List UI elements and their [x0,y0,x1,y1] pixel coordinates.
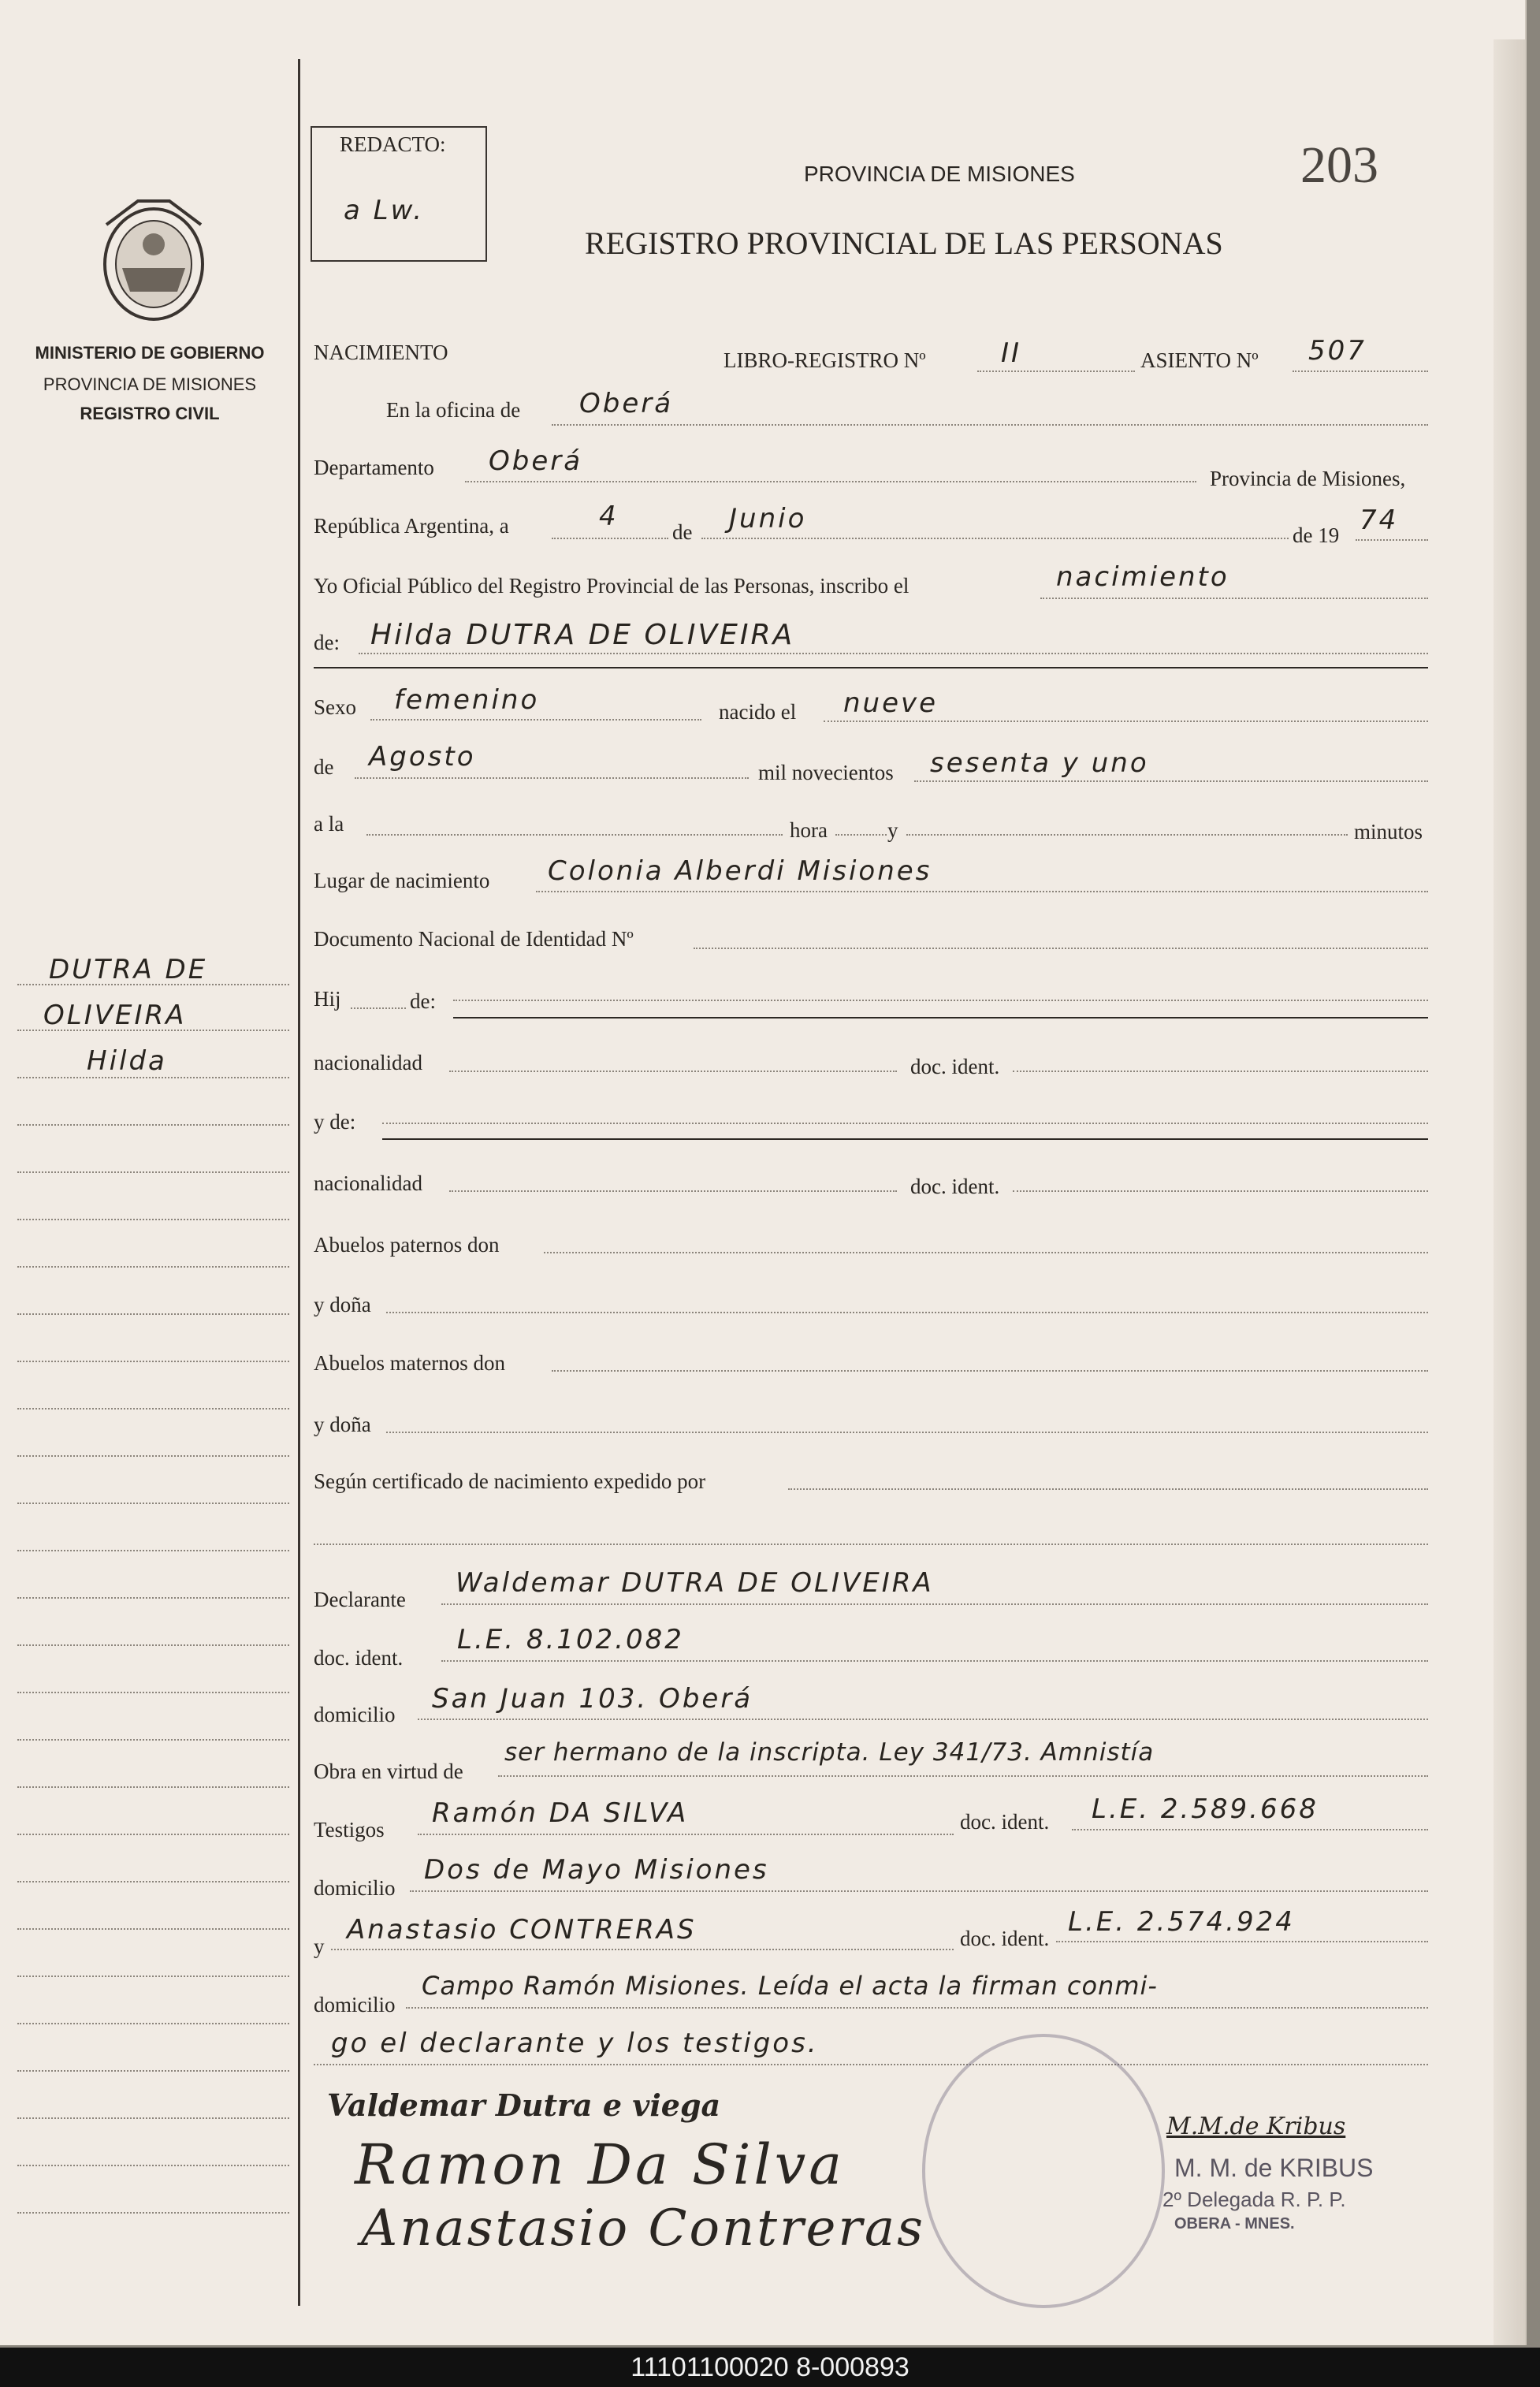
declarante-signature: Valdemar Dutra e viega [327,2087,721,2123]
hij-label: Hij [314,987,341,1011]
witness2-signature: Anastasio Contreras [361,2199,925,2258]
ministry-title: MINISTERIO DE GOBIERNO [35,343,265,363]
day-value: 4 [599,501,619,532]
inscribo-value: nacimiento [1056,561,1229,593]
declarante-label: Declarante [314,1588,406,1611]
nacido-value: nueve [843,687,939,719]
margin-rule [298,59,300,2306]
a-la-label: a la [314,812,344,836]
page-number: 203 [1300,136,1378,194]
y-dona-label-2: y doña [314,1413,371,1436]
y-testigo-label: y [314,1935,325,1958]
doc-ident-label-2: doc. ident. [910,1175,1000,1198]
nacionalidad-label-2: nacionalidad [314,1171,422,1195]
official-title: 2º Delegada R. P. P. [1162,2188,1346,2211]
official-signature: M.M.de Kribus [1166,2113,1346,2140]
minutos-label: minutos [1354,820,1423,843]
province-subtitle: PROVINCIA DE MISIONES [43,374,257,394]
doc-ident-label-1: doc. ident. [910,1055,1000,1078]
lugar-value: Colonia Alberdi Misiones [548,855,932,887]
documento-label: Documento Nacional de Identidad Nº [314,927,634,951]
testigo2-doc-value: L.E. 2.574.924 [1068,1906,1295,1938]
domicilio-label-3: domicilio [314,1993,396,2016]
asiento-value: 507 [1308,335,1367,367]
nacimiento-label: NACIMIENTO [314,341,448,364]
departamento-label: Departamento [314,456,434,479]
margin-surname-1: DUTRA DE [49,954,208,985]
nacionalidad-label-1: nacionalidad [314,1051,422,1074]
province-title: PROVINCIA DE MISIONES [804,162,1075,186]
asiento-label: ASIENTO Nº [1140,348,1259,372]
declarante-value: Waldemar DUTRA DE OLIVEIRA [456,1567,934,1599]
mil-label: mil novecientos [758,761,894,784]
domicilio-label-1: domicilio [314,1703,396,1726]
testigo1-domicilio-value: Dos de Mayo Misiones [424,1854,769,1886]
official-name: M. M. de KRIBUS [1174,2154,1374,2182]
birth-year-value: sesenta y uno [930,747,1149,779]
official-place: OBERA - MNES. [1174,2215,1295,2232]
page-edge [1494,39,1525,2345]
oficina-label: En la oficina de [386,398,521,422]
abuelos-maternos-label: Abuelos maternos don [314,1351,505,1375]
registry-subtitle: REGISTRO CIVIL [80,404,220,423]
birth-month-value: Agosto [369,741,476,773]
margin-given-name: Hilda [87,1045,167,1077]
coat-of-arms-icon [91,193,217,331]
month-value: Junio [729,503,807,534]
abuelos-paternos-label: Abuelos paternos don [314,1233,500,1257]
margin-surname-2: OLIVEIRA [43,1000,187,1031]
oficina-value: Oberá [579,388,674,419]
libro-label: LIBRO-REGISTRO Nº [724,348,926,372]
doc-value: L.E. 8.102.082 [457,1624,684,1655]
doc-ident-label-4: doc. ident. [960,1927,1050,1950]
inscribo-label: Yo Oficial Público del Registro Provincial de las Personas, inscribo el [314,574,909,598]
de-label: de [672,520,693,544]
y-de-label: y de: [314,1110,356,1134]
testigo2-value: Anastasio CONTRERAS [347,1914,697,1946]
y-label: y [887,818,898,842]
departamento-value: Oberá [489,445,583,477]
testigo2-domicilio-value: Campo Ramón Misiones. Leída el acta la firman conmi- [422,1971,1158,2001]
sexo-value: femenino [394,684,540,716]
segun-label: Según certificado de nacimiento expedido por [314,1469,706,1493]
lugar-label: Lugar de nacimiento [314,869,490,892]
provincia-suffix: Provincia de Misiones, [1210,467,1406,490]
de-month-label: de [314,755,334,779]
redacto-label: REDACTO: [340,132,446,156]
year-label: de 19 [1293,523,1340,547]
testigo1-doc-value: L.E. 2.589.668 [1092,1793,1319,1825]
obra-value: ser hermano de la inscripta. Ley 341/73. Amnistía [504,1738,1155,1767]
de-colon-label: de: [314,631,340,654]
registry-title: REGISTRO PROVINCIAL DE LAS PERSONAS [585,225,1223,261]
testigo1-value: Ramón DA SILVA [432,1797,689,1829]
redacto-box [311,126,487,262]
sexo-label: Sexo [314,695,356,719]
closing-text: go el declarante y los testigos. [331,2028,819,2059]
nacido-label: nacido el [719,700,797,724]
testigos-label: Testigos [314,1818,385,1841]
hij-de-label: de: [410,989,436,1013]
witness1-signature: Ramon Da Silva [355,2132,846,2197]
domicilio-value: San Juan 103. Oberá [432,1683,753,1715]
document-id-bar: 11101100020 8-000893 [0,2348,1540,2387]
registered-name: Hilda DUTRA DE OLIVEIRA [370,619,795,651]
libro-value: II [1001,337,1022,369]
republica-label: República Argentina, a [314,514,509,538]
redacto-initials: a Lw. [344,195,425,226]
domicilio-label-2: domicilio [314,1876,396,1900]
hora-label: hora [790,818,828,842]
doc-label: doc. ident. [314,1646,404,1670]
registry-seal-stamp [922,2034,1165,2308]
y-dona-label-1: y doña [314,1293,371,1316]
obra-label: Obra en virtud de [314,1760,463,1783]
doc-ident-label-3: doc. ident. [960,1810,1050,1834]
year-value: 74 [1360,505,1399,536]
